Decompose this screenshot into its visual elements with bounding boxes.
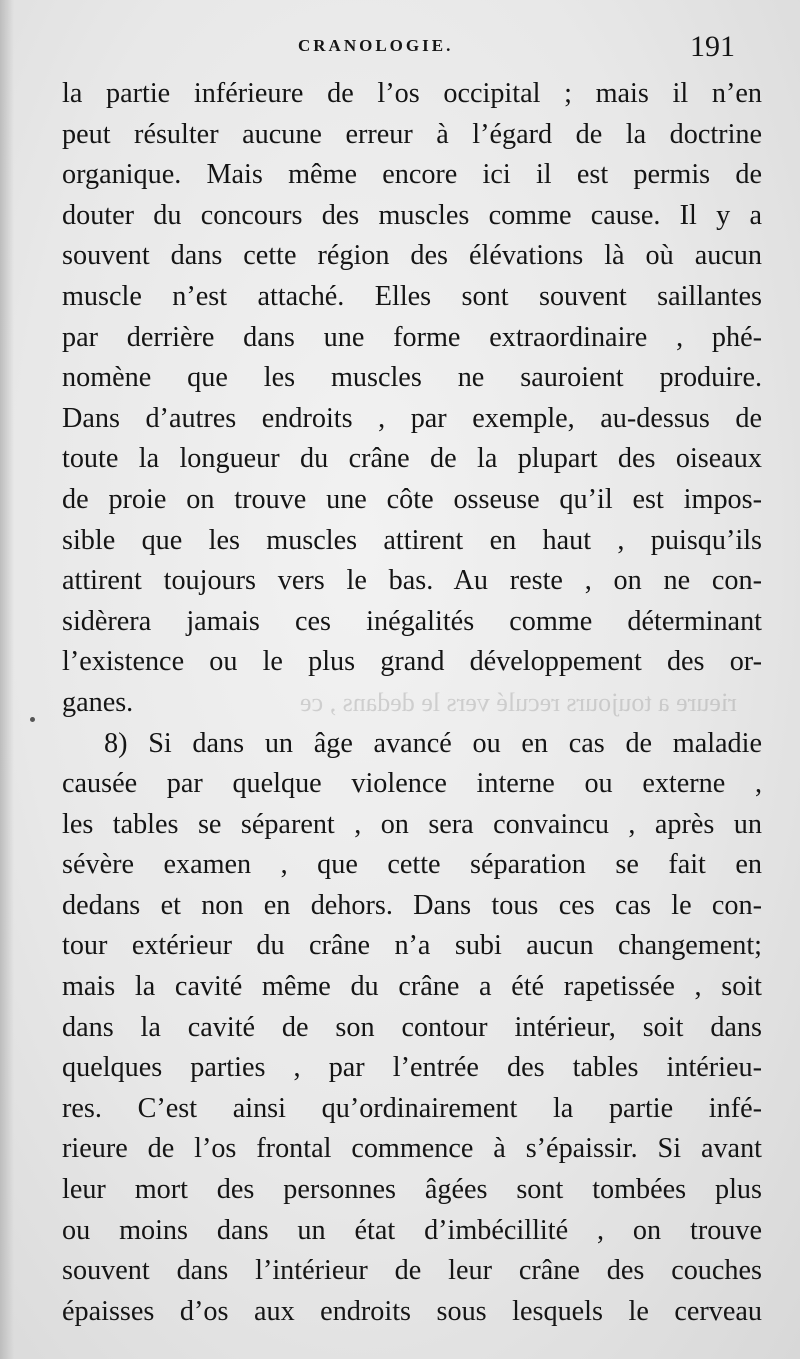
text-line: quelques parties , par l’entrée des tables intérieu- (62, 1052, 762, 1084)
text-line: souvent dans l’intérieur de leur crâne des couches (62, 1255, 762, 1287)
text-line: les tables se séparent , on sera convaincu , après un (62, 808, 762, 840)
page-header (0, 30, 800, 70)
show-through-text: rieure a toujours reculé vers le dedans , ce (300, 688, 737, 717)
text-line: organique. Mais même encore ici il est permis de (62, 159, 762, 191)
text-line: sidèrera jamais ces inégalités comme déterminant (62, 605, 762, 637)
text-line: tour extérieur du crâne n’a subi aucun changement; (62, 930, 762, 962)
text-line: dans la cavité de son contour intérieur, soit dans (62, 1011, 762, 1043)
text-line: l’existence ou le plus grand développement des or- (62, 646, 762, 678)
text-line: attirent toujours vers le bas. Au reste , on ne con- (62, 565, 762, 597)
paragraph-start-line: 8) Si dans un âge avancé ou en cas de maladie (104, 727, 762, 759)
text-line: épaisses d’os aux endroits sous lesquels le cerveau (62, 1295, 762, 1327)
text-line: sible que les muscles attirent en haut , puisqu’ils (62, 524, 762, 556)
text-line: res. C’est ainsi qu’ordinairement la partie infé- (62, 1092, 762, 1124)
text-line: ou moins dans un état d’imbécillité , on trouve (62, 1214, 762, 1246)
text-line: de proie on trouve une côte osseuse qu’il est impos- (62, 483, 762, 515)
text-line: par derrière dans une forme extraordinaire , phé- (62, 321, 762, 353)
paragraph-end-line: ganes. (62, 686, 134, 718)
text-line: toute la longueur du crâne de la plupart des oiseaux (62, 443, 762, 475)
text-line: peut résulter aucune erreur à l’égard de la doctrine (62, 118, 762, 150)
text-line: souvent dans cette région des élévations là où aucun (62, 240, 762, 272)
text-line: causée par quelque violence interne ou externe , (62, 768, 762, 800)
page-number: 191 (690, 30, 735, 63)
text-line: leur mort des personnes âgées sont tombées plus (62, 1174, 762, 1206)
text-line: la partie inférieure de l’os occipital ; mais il n’en (62, 78, 762, 109)
running-title: CRANOLOGIE. (298, 36, 454, 55)
margin-mark (30, 717, 35, 722)
text-line: muscle n’est attaché. Elles sont souvent saillantes (62, 280, 762, 312)
text-line: douter du concours des muscles comme cause. Il y a (62, 199, 762, 231)
text-line: mais la cavité même du crâne a été rapetissée , soit (62, 971, 762, 1003)
binding-shadow (0, 0, 14, 1359)
text-line: nomène que les muscles ne sauroient produire. (62, 362, 762, 394)
text-line: rieure de l’os frontal commence à s’épaissir. Si avant (62, 1133, 762, 1165)
body-text (62, 74, 762, 1332)
text-line: dedans et non en dehors. Dans tous ces cas le con- (62, 889, 762, 921)
text-line: sévère examen , que cette séparation se fait en (62, 849, 762, 881)
text-line: Dans d’autres endroits , par exemple, au-dessus de (62, 402, 762, 434)
